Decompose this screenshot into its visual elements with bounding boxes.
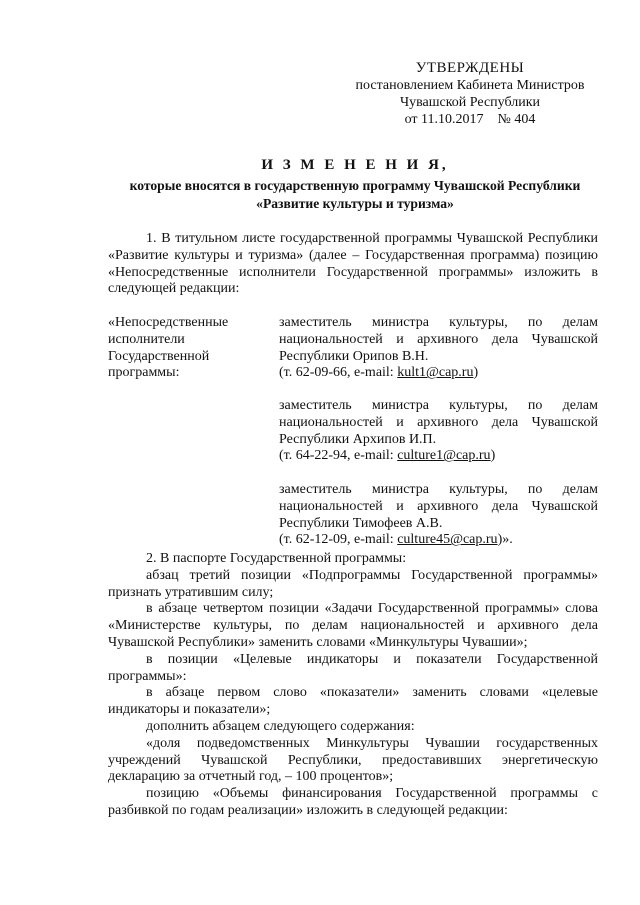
section-2-item: в позиции «Целевые индикаторы и показатели Государственной программы»: xyxy=(108,651,598,684)
executor-text: заместитель министра культуры, по делам национальностей и архивного дела Чувашской Республики Орипов В.Н. xyxy=(279,315,598,364)
executor-tail: ) xyxy=(473,365,479,381)
paragraph-1: 1. В титульном листе государственной программы Чувашской Республики «Развитие культуры и туризма» (далее – Государственная программа) позицию «Непосредственные исполнители Государственной программы» изложить в следующей редакции: xyxy=(108,231,598,297)
executor-text: заместитель министра культуры, по делам национальностей и архивного дела Чувашской Республики Тимофеев А.В. xyxy=(279,482,598,531)
document-subtitle-line-2: «Развитие культуры и туризма» xyxy=(256,196,454,211)
section-2 xyxy=(108,551,598,820)
executor-email-link[interactable]: culture1@cap.ru xyxy=(397,448,491,464)
document-title: И З М Е Н Е Н И Я, xyxy=(261,157,449,173)
executor-entry xyxy=(279,398,598,465)
section-2-item: «доля подведомственных Минкультуры Чувашии государственных учреждений Чувашской Республики, предоставивших энергетическую декларацию за отчетный год, – 100 процентов»; xyxy=(108,735,598,785)
approval-block xyxy=(340,60,600,128)
section-2-heading: 2. В паспорте Государственной программы: xyxy=(146,551,407,566)
executor-phone: (т. 62-12-09, e-mail: xyxy=(279,532,398,548)
executor-phone: (т. 62-09-66, e-mail: xyxy=(279,365,398,381)
approval-title: УТВЕРЖДЕНЫ xyxy=(415,60,525,76)
section-2-item: позицию «Объемы финансирования Государственной программы с разбивкой по годам реализации» изложить в следующей редакции: xyxy=(108,786,598,818)
approval-line-2: Чувашской Республики xyxy=(399,95,541,110)
section-2-item: абзац третий позиции «Подпрограммы Государственной программы» признать утратившим силу; xyxy=(108,567,598,600)
approval-date: от 11.10.2017 № 404 xyxy=(404,112,536,127)
executor-tail: ) xyxy=(490,448,496,464)
approval-line-1: постановлением Кабинета Министров xyxy=(355,78,585,93)
executors-label: «Непосредственные исполнители Государственной программы: xyxy=(108,315,229,381)
section-2-item: дополнить абзацем следующего содержания: xyxy=(146,718,415,734)
document-subtitle-line-1: которые вносятся в государственную программу Чувашской Республики xyxy=(129,178,581,193)
executor-tail: )». xyxy=(497,532,513,548)
section-2-item: в абзаце первом слово «показатели» заменить словами «целевые индикаторы и показатели»; xyxy=(108,685,598,718)
executor-email-link[interactable]: kult1@cap.ru xyxy=(397,365,474,381)
document-subtitle xyxy=(100,177,610,213)
executor-entry xyxy=(279,482,598,549)
executor-phone: (т. 64-22-94, e-mail: xyxy=(279,448,398,464)
executor-entry xyxy=(279,315,598,382)
section-2-item: в абзаце четвертом позиции «Задачи Государственной программы» слова «Министерстве культуры, по делам национальностей и архивного дела Чувашской Республики» заменить словами «Минкультуры Чувашии»; xyxy=(108,601,598,650)
executor-email-link[interactable]: culture45@cap.ru xyxy=(397,532,498,548)
executor-text: заместитель министра культуры, по делам национальностей и архивного дела Чувашской Республики Архипов И.П. xyxy=(279,398,598,447)
